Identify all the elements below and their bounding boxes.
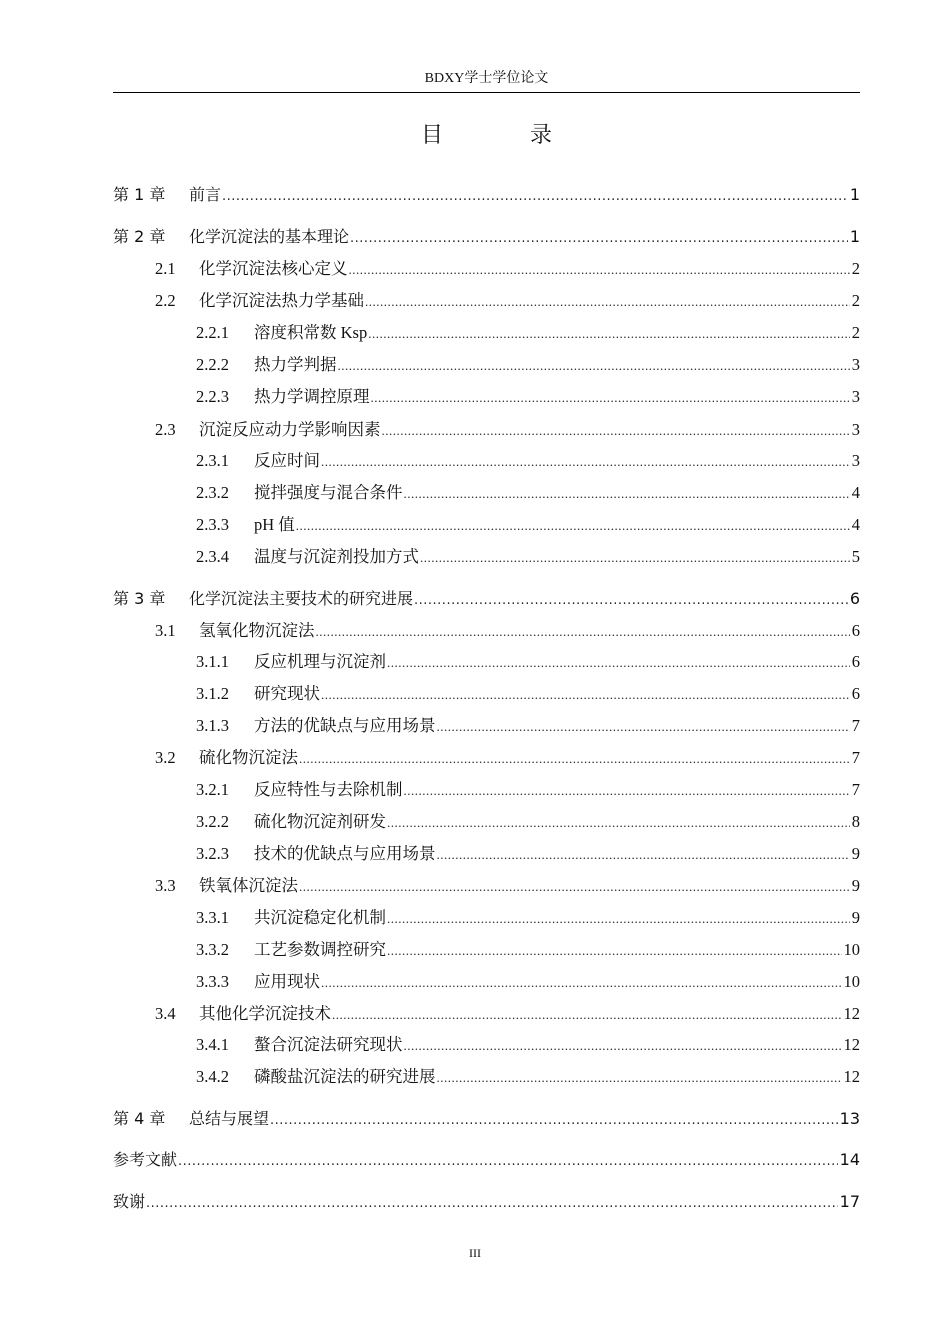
toc-entry-title: 热力学调控原理 [254,387,370,406]
toc-leader-dots [387,651,850,675]
toc-leader-dots [321,971,842,995]
toc-entry[interactable] [196,1065,860,1089]
toc-entry-number: 2.3 [155,420,176,439]
toc-entry-number: 3.2.3 [196,844,229,863]
toc-entry[interactable] [196,682,860,706]
toc-entry-number: 3.2.2 [196,812,229,831]
toc-entry-number: 2.3.1 [196,451,229,470]
toc-leader-dots [299,875,850,899]
toc-entry-page: 5 [851,547,860,566]
toc-leader-dots [437,715,850,739]
toc-entry-title: 氢氧化物沉淀法 [199,621,315,640]
toc-entry-title: 热力学判据 [254,355,337,374]
toc-entry-page: 7 [851,780,860,799]
toc-entry-number: 3.3.3 [196,972,229,991]
toc-entry-page: 10 [843,972,860,991]
toc-entry-page: 2 [851,323,860,342]
toc-entry[interactable] [155,874,860,898]
toc-entry-page: 6 [849,589,860,608]
toc-leader-dots [321,683,850,707]
running-header: BDXY学士学位论文 [113,70,860,93]
toc-entry-title: 螯合沉淀法研究现状 [254,1035,403,1054]
toc-entry-number: 3.2.1 [196,780,229,799]
toc-entry[interactable] [196,970,860,994]
toc-entry-title: 磷酸盐沉淀法的研究进展 [254,1067,436,1086]
toc-leader-dots [387,939,842,963]
toc-entry-page: 7 [851,716,860,735]
toc-leader-dots [404,1034,842,1058]
toc-entry-page: 12 [843,1004,860,1023]
toc-entry-page: 2 [851,291,860,310]
toc-leader-dots [420,546,850,570]
toc-leader-dots [371,386,850,410]
toc-entry-number: 3.3 [155,876,176,895]
toc-leader-dots [404,779,850,803]
toc-leader-dots [299,747,850,771]
toc-entry-number: 2.2.1 [196,323,229,342]
toc-entry[interactable] [155,1002,860,1026]
toc-entry[interactable] [196,481,860,505]
toc-entry[interactable] [196,321,860,345]
toc-entry[interactable] [155,418,860,442]
toc-entry-title: 铁氧体沉淀法 [199,876,298,895]
toc-leader-dots [414,589,848,613]
toc-entry[interactable] [113,1148,860,1172]
toc-entry-number: 3.4 [155,1004,176,1023]
toc-leader-dots [350,227,848,251]
toc-entry-title: 反应时间 [254,451,320,470]
toc-leader-dots [368,322,850,346]
toc-entry-title: pH 值 [254,515,295,534]
toc-entry[interactable] [196,810,860,834]
toc-entry-title: 硫化物沉淀法 [199,748,298,767]
toc-entry[interactable] [113,587,860,611]
toc-leader-dots [332,1003,842,1027]
toc-entry[interactable] [196,353,860,377]
toc-entry-page: 1 [849,227,860,246]
toc-entry-page: 6 [851,621,860,640]
toc-entry-number: 3.3.1 [196,908,229,927]
toc-entry-number: 3.1.3 [196,716,229,735]
toc-leader-dots [321,450,850,474]
toc-entry-page: 6 [851,652,860,671]
toc-entry-number: 2.2.3 [196,387,229,406]
toc-entry-number: 3.1.2 [196,684,229,703]
toc-entry-page: 1 [849,185,860,204]
toc-entry[interactable] [196,842,860,866]
toc-entry-title: 其他化学沉淀技术 [199,1004,331,1023]
toc-entry-page: 9 [851,908,860,927]
toc-leader-dots [365,290,850,314]
toc-leader-dots [178,1150,838,1174]
toc-entry[interactable] [196,714,860,738]
toc-entry-page: 8 [851,812,860,831]
toc-entry-number: 第 2 章 [113,227,166,246]
toc-entry-number: 3.1 [155,621,176,640]
toc-entry-title: 化学沉淀法热力学基础 [199,291,364,310]
toc-entry-page: 2 [851,259,860,278]
toc-entry-page: 4 [851,515,860,534]
toc-entry-page: 10 [843,940,860,959]
toc-entry[interactable] [196,513,860,537]
toc-entry-title: 方法的优缺点与应用场景 [254,716,436,735]
toc-entry[interactable] [155,257,860,281]
toc-entry[interactable] [196,938,860,962]
toc-entry-title: 反应机理与沉淀剂 [254,652,386,671]
toc-entry-page: 3 [851,355,860,374]
toc-entry-number: 2.3.3 [196,515,229,534]
toc-entry-title: 化学沉淀法核心定义 [199,259,348,278]
toc-entry-title: 致谢 [113,1192,146,1211]
toc-entry-title: 化学沉淀法的基本理论 [189,227,350,246]
toc-entry[interactable] [155,746,860,770]
toc-entry[interactable] [113,1107,860,1131]
toc-entry-page: 9 [851,876,860,895]
toc-entry-title: 温度与沉淀剂投加方式 [254,547,419,566]
toc-entry-page: 3 [851,451,860,470]
toc-entry-number: 第 4 章 [113,1109,166,1128]
toc-entry-page: 6 [851,684,860,703]
toc-entry[interactable] [196,778,860,802]
toc-entry-page: 7 [851,748,860,767]
toc-leader-dots [437,843,850,867]
toc-leader-dots [349,258,850,282]
toc-leader-dots [270,1109,838,1133]
toc-entry[interactable] [196,1033,860,1057]
toc-entry-title: 反应特性与去除机制 [254,780,403,799]
toc-entry-number: 3.1.1 [196,652,229,671]
toc-entry[interactable] [155,619,860,643]
toc-entry-title: 搅拌强度与混合条件 [254,483,403,502]
toc-entry[interactable] [196,545,860,569]
toc-entry-title: 工艺参数调控研究 [254,940,386,959]
toc-entry[interactable] [196,906,860,930]
page-number: III [469,1246,481,1260]
toc-entry-title: 化学沉淀法主要技术的研究进展 [189,589,414,608]
toc-entry-number: 第 3 章 [113,589,166,608]
toc-entry-title: 共沉淀稳定化机制 [254,908,386,927]
toc-entry-number: 2.3.4 [196,547,229,566]
toc-leader-dots [404,482,850,506]
toc-entry-number: 第 1 章 [113,185,166,204]
toc-entry[interactable] [113,225,860,249]
toc-entry[interactable] [113,183,860,207]
toc-entry[interactable] [155,289,860,313]
toc-entry[interactable] [196,449,860,473]
toc-leader-dots [387,907,850,931]
toc-entry-page: 12 [843,1035,860,1054]
toc-entry-page: 3 [851,387,860,406]
toc-entry-number: 3.2 [155,748,176,767]
toc-entry[interactable] [113,1190,860,1214]
toc-entry-page: 12 [843,1067,860,1086]
toc-entry-page: 13 [839,1109,860,1128]
toc-entry-page: 9 [851,844,860,863]
toc-entry-number: 2.2 [155,291,176,310]
toc-entry-page: 3 [851,420,860,439]
toc-entry-number: 2.2.2 [196,355,229,374]
toc-entry-title: 参考文献 [113,1150,178,1169]
toc-entry-title: 研究现状 [254,684,320,703]
toc-leader-dots [338,354,850,378]
toc-entry-number: 3.3.2 [196,940,229,959]
toc-entry-title: 前言 [189,185,222,204]
toc-entry-page: 17 [839,1192,860,1211]
toc-entry-page: 4 [851,483,860,502]
toc-entry-title: 沉淀反应动力学影响因素 [199,420,381,439]
toc-leader-dots [382,419,850,443]
toc-leader-dots [387,811,850,835]
toc-entry-number: 3.4.2 [196,1067,229,1086]
page-title: 目 录 [421,123,592,148]
toc-entry[interactable] [196,385,860,409]
toc-leader-dots [222,185,848,209]
toc-entry[interactable] [196,650,860,674]
toc-entry-title: 溶度积常数 Ksp [254,323,368,342]
toc-entry-number: 2.3.2 [196,483,229,502]
toc-entry-page: 14 [839,1150,860,1169]
toc-leader-dots [437,1066,842,1090]
toc-leader-dots [316,620,850,644]
toc-leader-dots [146,1192,838,1216]
toc-entry-number: 3.4.1 [196,1035,229,1054]
toc-leader-dots [296,514,850,538]
toc-entry-title: 技术的优缺点与应用场景 [254,844,436,863]
toc-entry-number: 2.1 [155,259,176,278]
toc-entry-title: 应用现状 [254,972,320,991]
toc-entry-title: 硫化物沉淀剂研发 [254,812,386,831]
toc-entry-title: 总结与展望 [189,1109,270,1128]
